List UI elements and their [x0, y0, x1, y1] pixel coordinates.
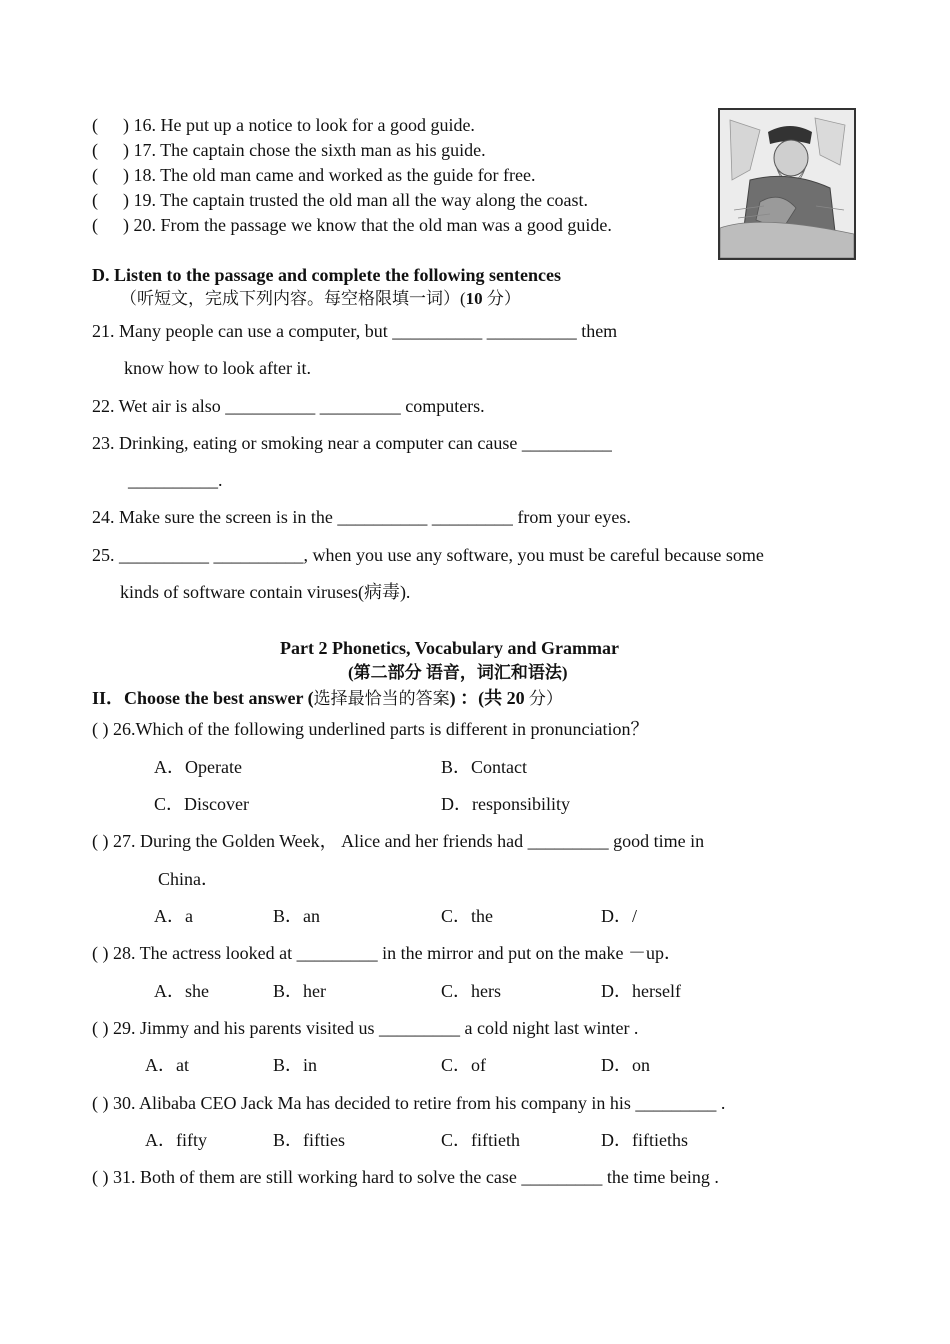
- question-22: 22. Wet air is also __________ _________ computers.: [92, 396, 485, 416]
- question-30: ( ) 30. Alibaba CEO Jack Ma has decided to retire from his company in his _________ .: [92, 1093, 726, 1113]
- q30-option-d[interactable]: D．fiftieths: [601, 1130, 688, 1150]
- q28-option-d[interactable]: D．herself: [601, 981, 681, 1001]
- q27-option-a[interactable]: A．a: [154, 906, 193, 926]
- statement-text: ) 19. The captain trusted the old man all the way along the coast.: [123, 190, 589, 210]
- q26-option-b[interactable]: B．Contact: [441, 757, 527, 777]
- question-23: 23. Drinking, eating or smoking near a computer can cause __________: [92, 433, 612, 453]
- answer-bracket[interactable]: (: [92, 140, 98, 160]
- question-21-cont: know how to look after it.: [124, 358, 311, 378]
- section-d-instructions: （听短文，完成下列内容。每空格限填一词）(10 分）: [120, 289, 521, 308]
- part2-subtitle: (第二部分 语音，词汇和语法): [348, 663, 568, 682]
- question-26: ( ) 26.Which of the following underlined parts is different in pronunciation？: [92, 719, 649, 739]
- answer-bracket[interactable]: (: [92, 165, 98, 185]
- statement-text: ) 18. The old man came and worked as the guide for free.: [123, 165, 536, 185]
- q28-option-c[interactable]: C．hers: [441, 981, 501, 1001]
- question-27-cont: China．: [158, 869, 219, 889]
- question-29: ( ) 29. Jimmy and his parents visited us _________ a cold night last winter .: [92, 1018, 639, 1038]
- sketch-image: [720, 110, 854, 258]
- q29-option-b[interactable]: B．in: [273, 1055, 318, 1075]
- q28-option-a[interactable]: A．she: [154, 981, 209, 1001]
- section-d-heading: D. Listen to the passage and complete the following sentences: [92, 265, 561, 285]
- statement-text: ) 17. The captain chose the sixth man as his guide.: [123, 140, 486, 160]
- question-21: 21. Many people can use a computer, but __________ __________ them: [92, 321, 618, 341]
- q27-option-c[interactable]: C．the: [441, 906, 493, 926]
- q27-option-d[interactable]: D．/: [601, 906, 637, 926]
- q30-option-b[interactable]: B．fifties: [273, 1130, 345, 1150]
- captain-illustration: [718, 108, 856, 260]
- section-ii-heading: II．Choose the best answer (选择最恰当的答案) ：(共 20 分）: [92, 688, 563, 708]
- question-31: ( ) 31. Both of them are still working hard to solve the case _________ the time being .: [92, 1167, 719, 1187]
- question-28: ( ) 28. The actress looked at _________ in the mirror and put on the make －up．: [92, 943, 683, 963]
- q26-option-d[interactable]: D．responsibility: [441, 794, 570, 814]
- question-25-cont: kinds of software contain viruses(病毒).: [120, 582, 411, 602]
- q29-option-d[interactable]: D．on: [601, 1055, 650, 1075]
- q29-option-c[interactable]: C．of: [441, 1055, 486, 1075]
- q26-option-c[interactable]: C．Discover: [154, 794, 249, 814]
- part2-title: Part 2 Phonetics, Vocabulary and Grammar: [280, 638, 619, 658]
- question-25: 25. __________ __________, when you use any software, you must be careful because some: [92, 545, 764, 565]
- answer-bracket[interactable]: (: [92, 215, 98, 235]
- statement-text: ) 16. He put up a notice to look for a good guide.: [123, 115, 475, 135]
- q27-option-b[interactable]: B．an: [273, 906, 320, 926]
- q30-option-c[interactable]: C．fiftieth: [441, 1130, 520, 1150]
- q30-option-a[interactable]: A．fifty: [145, 1130, 207, 1150]
- answer-bracket[interactable]: (: [92, 115, 98, 135]
- question-23-cont: __________.: [128, 470, 223, 490]
- q28-option-b[interactable]: B．her: [273, 981, 326, 1001]
- question-27: ( ) 27. During the Golden Week， Alice and her friends had _________ good time in: [92, 831, 705, 851]
- question-24: 24. Make sure the screen is in the __________ _________ from your eyes.: [92, 507, 631, 527]
- statement-text: ) 20. From the passage we know that the old man was a good guide.: [123, 215, 612, 235]
- q26-option-a[interactable]: A．Operate: [154, 757, 242, 777]
- answer-bracket[interactable]: (: [92, 190, 98, 210]
- q29-option-a[interactable]: A．at: [145, 1055, 189, 1075]
